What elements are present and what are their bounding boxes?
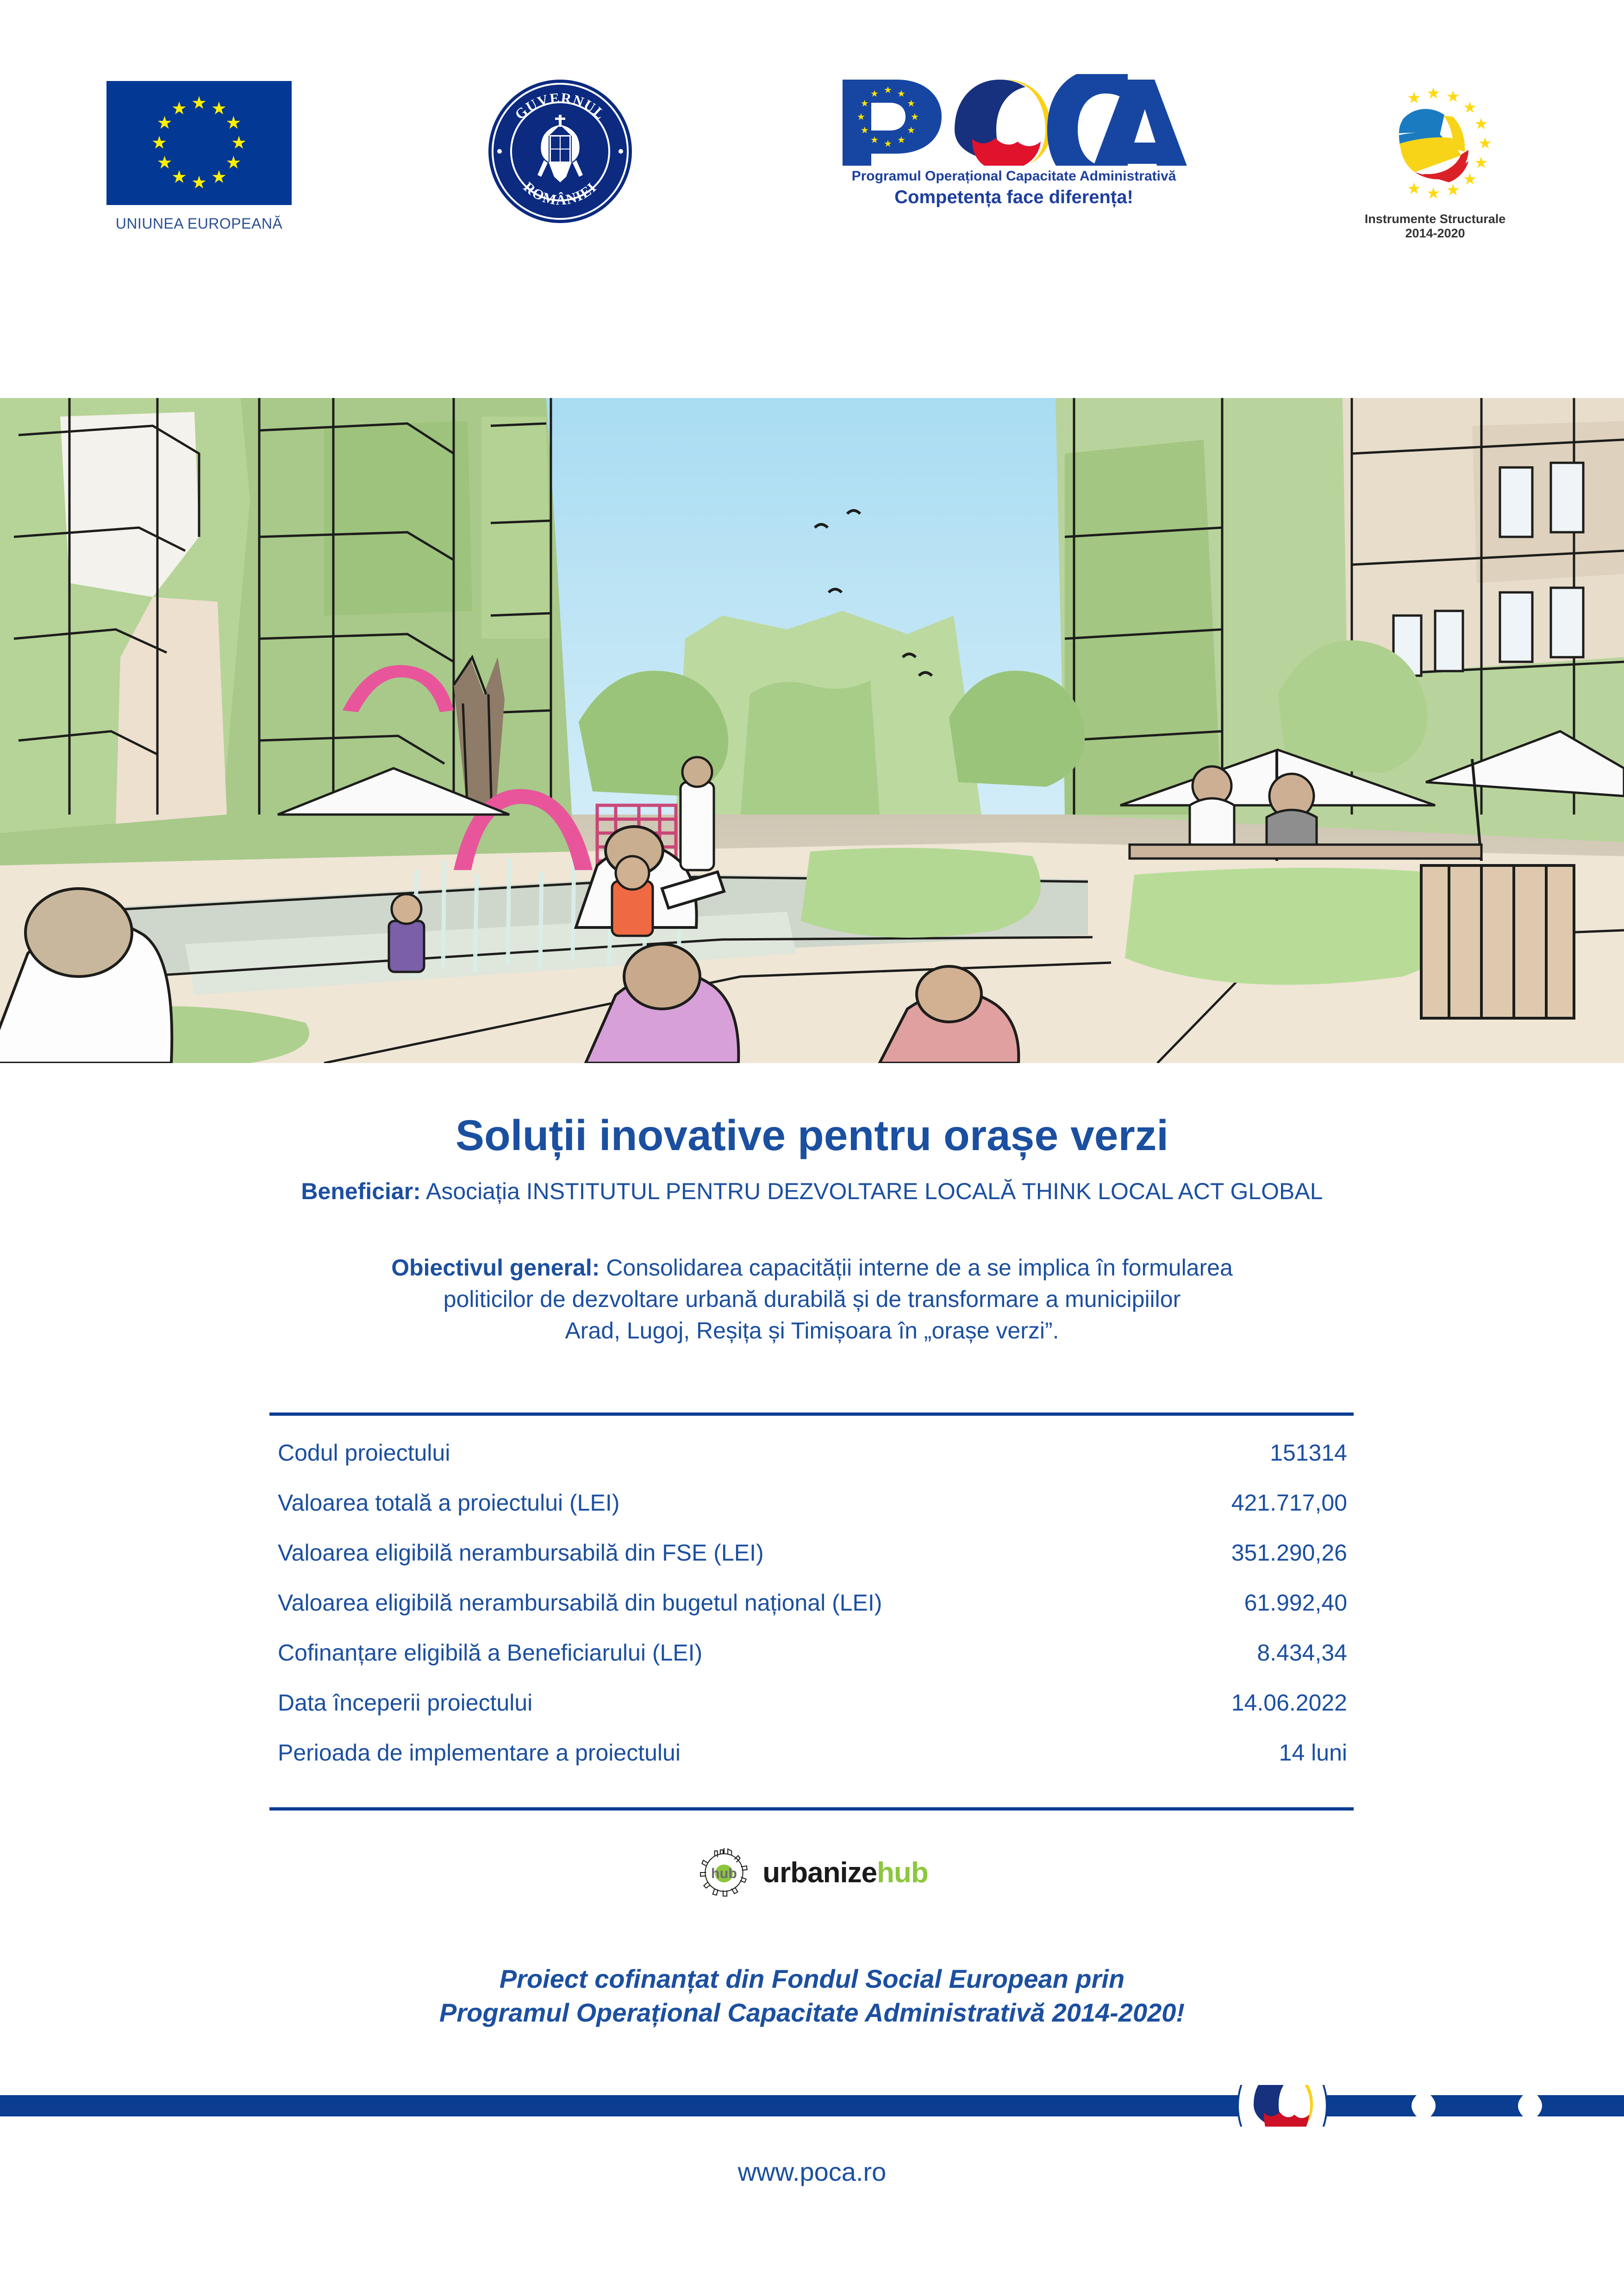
row-value: 14 luni	[1279, 1740, 1347, 1766]
green-city-sketch	[0, 398, 1624, 1063]
objective-label: Obiectivul general:	[391, 1255, 600, 1281]
project-details-table	[278, 1439, 1347, 1789]
row-value: 61.992,40	[1244, 1590, 1347, 1616]
table-row	[278, 1639, 1347, 1689]
eu-star-icon: ★	[1474, 154, 1488, 172]
eu-star-icon: ★	[897, 135, 906, 146]
eu-star-icon: ★	[1462, 170, 1477, 188]
cofinancing-note	[0, 1962, 1624, 2030]
eu-star-icon: ★	[911, 112, 919, 122]
eu-star-icon: ★	[1426, 85, 1441, 103]
page-title: Soluții inovative pentru orașe verzi	[455, 1111, 1169, 1159]
eu-star-icon: ★	[1478, 135, 1493, 152]
eu-star-icon: ★	[1407, 180, 1421, 198]
urbanizehub-circle-icon	[696, 1844, 752, 1901]
eu-star-icon: ★	[860, 125, 869, 136]
row-label: Valoarea totală a proiectului (LEI)	[278, 1490, 620, 1516]
eagle-crest-icon	[525, 112, 595, 191]
eu-star-icon: ★	[1474, 115, 1488, 133]
eu-star-icon: ★	[1462, 99, 1477, 117]
eu-star-icon: ★	[897, 88, 906, 99]
objective-line-3: Arad, Lugoj, Reșița și Timișoara în „orașe verzi”.	[565, 1318, 1059, 1344]
beneficiary-line	[0, 1178, 1624, 1205]
row-label: Valoarea eligibilă nerambursabilă din FSE (LEI)	[278, 1540, 764, 1566]
row-value: 351.290,26	[1231, 1540, 1347, 1566]
eu-logo-caption: UNIUNEA EUROPEANĂ	[115, 215, 283, 232]
row-value: 8.434,34	[1257, 1640, 1347, 1666]
poca-subtitle-program: Programul Operațional Capacitate Administrativă	[851, 168, 1176, 184]
poca-stripe-graphic	[0, 2085, 1624, 2127]
eu-star-icon: ★	[870, 88, 879, 99]
eu-flag-logo	[93, 81, 306, 232]
figure-standing-white	[681, 757, 714, 870]
cofinancing-note-line-1: Proiect cofinanțat din Fondul Social European prin	[499, 1964, 1125, 1993]
eu-star-icon: ★	[884, 85, 892, 95]
urbanizehub-wordmark	[762, 1856, 928, 1889]
table-row	[278, 1689, 1347, 1739]
eu-star-icon: ★	[857, 112, 865, 122]
row-value: 421.717,00	[1231, 1490, 1347, 1516]
eu-star-icon: ★	[1446, 181, 1460, 199]
hero-illustration	[0, 398, 1624, 1063]
eu-star-icon: ★	[1407, 89, 1421, 107]
urbanizehub-name-primary: urbanize	[762, 1856, 877, 1889]
romanian-government-seal	[463, 80, 657, 223]
urbanizehub-logo	[0, 1844, 1624, 1901]
figure-child-orange	[612, 856, 653, 936]
eu-flag-icon: ★ ★ ★ ★ ★ ★ ★ ★ ★ ★ ★ ★	[106, 81, 292, 205]
table-row	[278, 1489, 1347, 1539]
urbanizehub-name-secondary: hub	[877, 1856, 928, 1889]
row-label: Codul proiectului	[278, 1440, 450, 1466]
eu-star-icon: ★	[860, 99, 869, 109]
table-top-rule	[269, 1412, 1354, 1416]
figure-child-purple	[389, 894, 424, 972]
poca-subtitle-slogan: Competența face diferența!	[894, 187, 1133, 207]
footer-decorative-bar	[0, 2085, 1624, 2127]
objective-line-1: Consolidarea capacității interne de a se implica în formularea	[606, 1255, 1233, 1281]
eu-star-icon: ★	[884, 139, 892, 149]
row-label: Valoarea eligibilă nerambursabilă din bugetul național (LEI)	[278, 1590, 882, 1616]
row-label: Perioada de implementare a proiectului	[278, 1740, 681, 1766]
svg-text:hub: hub	[711, 1866, 737, 1882]
row-label: Data începerii proiectului	[278, 1690, 533, 1716]
poca-website-link[interactable]: www.poca.ro	[737, 2157, 887, 2186]
structural-instruments-globe-icon	[1370, 79, 1500, 208]
government-seal-icon	[488, 80, 632, 223]
row-label: Cofinanțare eligibilă a Beneficiarului (LEI)	[278, 1640, 703, 1666]
structural-instruments-years: 2014-2020	[1405, 226, 1465, 240]
eu-star-icon: ★	[870, 135, 879, 146]
row-value: 14.06.2022	[1231, 1690, 1347, 1716]
beneficiary-label: Beneficiar:	[301, 1178, 421, 1204]
svg-text:ROMÂNIEI: ROMÂNIEI	[520, 178, 600, 208]
table-row	[278, 1539, 1347, 1589]
eu-star-icon: ★	[907, 99, 916, 109]
table-row	[278, 1739, 1347, 1789]
poca-wordmark-icon	[833, 74, 1194, 166]
cofinancing-note-line-2: Programul Operațional Capacitate Administrativă 2014-2020!	[439, 1997, 1185, 2027]
table-row	[278, 1439, 1347, 1489]
header-logo-strip	[0, 0, 1624, 324]
structural-instruments-caption: Instrumente Structurale	[1364, 212, 1506, 226]
svg-text:GUVERNUL: GUVERNUL	[512, 89, 609, 123]
beneficiary-value: Asociația INSTITUTUL PENTRU DEZVOLTARE LOCALĂ THINK LOCAL ACT GLOBAL	[426, 1178, 1323, 1204]
row-value: 151314	[1270, 1440, 1347, 1466]
instrumente-structurale-logo	[1338, 79, 1532, 241]
eu-star-icon: ★	[1426, 184, 1441, 202]
eu-star-icon: ★	[1446, 88, 1460, 106]
table-bottom-rule	[269, 1807, 1354, 1811]
table-row	[278, 1589, 1347, 1639]
eu-star-icon: ★	[907, 125, 916, 136]
poca-logo	[815, 74, 1213, 208]
objective-line-2: politicilor de dezvoltare urbană durabilă și de transformare a municipiilor	[443, 1286, 1181, 1312]
objective-paragraph	[199, 1252, 1425, 1346]
